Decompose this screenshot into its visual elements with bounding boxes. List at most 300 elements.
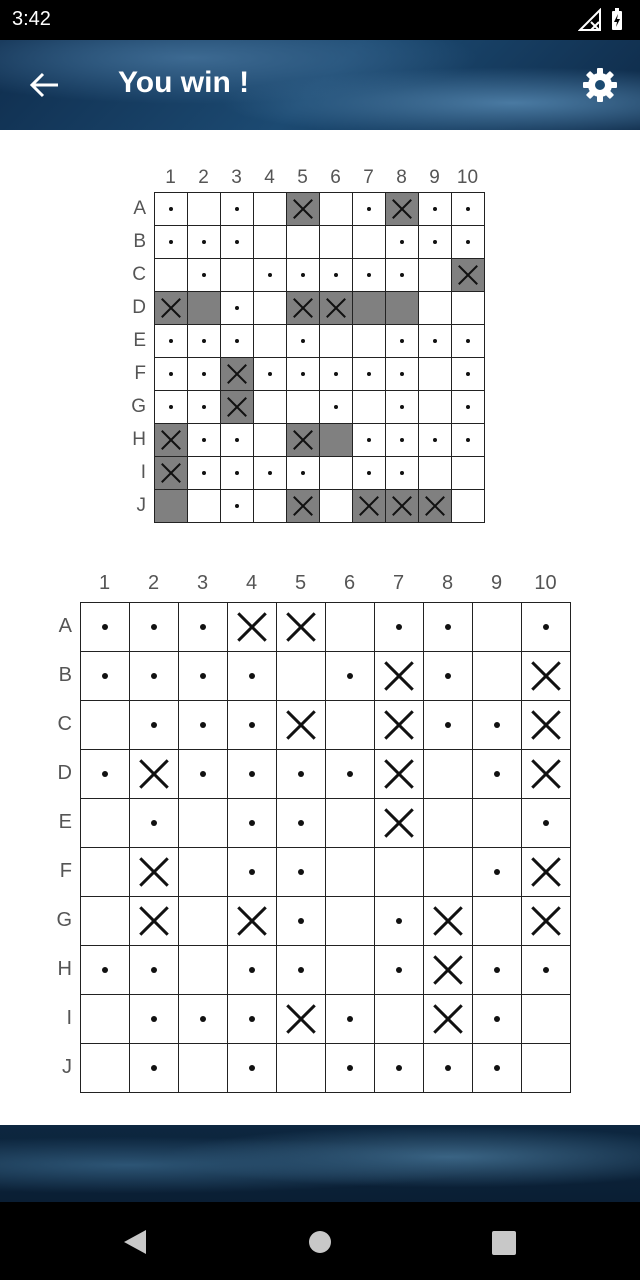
grid-cell[interactable] [319, 357, 353, 391]
grid-cell[interactable] [451, 258, 485, 292]
grid-cell[interactable] [129, 945, 179, 995]
grid-cell[interactable] [423, 798, 473, 848]
grid-cell[interactable] [286, 291, 320, 325]
grid-cell[interactable] [129, 847, 179, 897]
column-label: 5 [297, 167, 308, 188]
grid-cell[interactable] [451, 192, 485, 226]
miss-dot-icon [154, 192, 187, 225]
grid-cell[interactable] [352, 192, 386, 226]
grid-cell[interactable] [374, 749, 424, 799]
grid-cell[interactable] [253, 291, 287, 325]
grid-cell[interactable] [187, 456, 221, 490]
grid-cell[interactable] [154, 324, 188, 358]
miss-dot-icon [227, 651, 276, 700]
grid-cell[interactable] [325, 945, 375, 995]
grid-cell[interactable] [352, 489, 386, 523]
home-nav-icon[interactable] [308, 1230, 332, 1254]
grid-cell[interactable] [325, 749, 375, 799]
grid-cell[interactable] [451, 291, 485, 325]
grid-cell[interactable] [352, 324, 386, 358]
grid-cell[interactable] [521, 847, 571, 897]
bottom-background [0, 1125, 640, 1205]
grid-cell[interactable] [276, 847, 326, 897]
row-label: E [58, 811, 72, 833]
grid-cell[interactable] [253, 456, 287, 490]
hit-x-icon [423, 945, 472, 994]
grid-cell[interactable] [423, 847, 473, 897]
hit-x-icon [374, 651, 423, 700]
hit-x-icon [154, 456, 187, 489]
miss-dot-icon [286, 456, 319, 489]
grid-cell[interactable] [418, 390, 452, 424]
miss-dot-icon [129, 1043, 178, 1092]
grid-cell[interactable] [472, 945, 522, 995]
miss-dot-icon [220, 489, 253, 522]
grid-cell[interactable] [385, 357, 419, 391]
grid-cell[interactable] [178, 651, 228, 701]
miss-dot-icon [220, 456, 253, 489]
grid-cell[interactable] [374, 798, 424, 848]
grid-cell[interactable] [178, 749, 228, 799]
grid-cell[interactable] [325, 651, 375, 701]
grid-cell[interactable] [423, 896, 473, 946]
grid-cell[interactable] [220, 390, 254, 424]
miss-dot-icon [472, 994, 521, 1043]
miss-dot-icon [154, 324, 187, 357]
row-label: J [136, 495, 146, 516]
grid-cell[interactable] [227, 798, 277, 848]
grid-cell[interactable] [178, 896, 228, 946]
grid-cell[interactable] [253, 324, 287, 358]
miss-dot-icon [129, 651, 178, 700]
grid-cell[interactable] [80, 1043, 130, 1093]
hit-x-icon [227, 896, 276, 945]
miss-dot-icon [325, 651, 374, 700]
grid-cell[interactable] [472, 994, 522, 1044]
grid-cell[interactable] [385, 456, 419, 490]
grid-cell[interactable] [325, 1043, 375, 1093]
miss-dot-icon [253, 357, 286, 390]
hit-x-icon [129, 896, 178, 945]
grid-cell[interactable] [154, 357, 188, 391]
grid-cell[interactable] [154, 291, 188, 325]
miss-dot-icon [352, 192, 385, 225]
miss-dot-icon [423, 700, 472, 749]
grid-cell[interactable] [286, 258, 320, 292]
status-bar [0, 0, 640, 40]
grid-cell[interactable] [129, 896, 179, 946]
row-label: I [66, 1007, 72, 1029]
grid-cell[interactable] [451, 489, 485, 523]
grid-cell[interactable] [178, 1043, 228, 1093]
grid-cell[interactable] [472, 896, 522, 946]
miss-dot-icon [220, 324, 253, 357]
row-label: H [132, 429, 146, 450]
grid-cell[interactable] [325, 700, 375, 750]
grid-cell[interactable] [451, 423, 485, 457]
grid-cell[interactable] [352, 291, 386, 325]
miss-dot-icon [451, 225, 484, 258]
grid-cell[interactable] [178, 847, 228, 897]
grid-cell[interactable] [385, 489, 419, 523]
grid-cell[interactable] [385, 423, 419, 457]
grid-cell[interactable] [286, 225, 320, 259]
grid-cell[interactable] [418, 357, 452, 391]
grid-cell[interactable] [129, 994, 179, 1044]
grid-cell[interactable] [178, 700, 228, 750]
player-board [120, 164, 486, 524]
grid-cell[interactable] [154, 258, 188, 292]
miss-dot-icon [220, 225, 253, 258]
grid-cell[interactable] [521, 896, 571, 946]
miss-dot-icon [472, 847, 521, 896]
grid-cell[interactable] [319, 423, 353, 457]
hit-x-icon [129, 749, 178, 798]
grid-cell[interactable] [472, 847, 522, 897]
grid-cell[interactable] [227, 847, 277, 897]
miss-dot-icon [178, 700, 227, 749]
hit-x-icon [227, 602, 276, 651]
grid-cell[interactable] [472, 700, 522, 750]
grid-cell[interactable] [423, 749, 473, 799]
grid-cell[interactable] [385, 324, 419, 358]
grid-cell[interactable] [187, 258, 221, 292]
grid-cell[interactable] [220, 192, 254, 226]
row-label: F [59, 860, 72, 882]
grid-cell[interactable] [220, 423, 254, 457]
battery-icon [612, 8, 622, 30]
grid-cell[interactable] [129, 651, 179, 701]
grid-cell[interactable] [385, 258, 419, 292]
grid-cell[interactable] [286, 489, 320, 523]
hit-x-icon [423, 994, 472, 1043]
grid-cell[interactable] [187, 225, 221, 259]
grid-cell[interactable] [80, 994, 130, 1044]
miss-dot-icon [276, 798, 325, 847]
grid-cell[interactable] [521, 945, 571, 995]
column-label: 3 [196, 572, 209, 594]
grid-cell[interactable] [220, 489, 254, 523]
miss-dot-icon [276, 749, 325, 798]
grid-cell[interactable] [319, 489, 353, 523]
hit-x-icon [220, 357, 253, 390]
grid-cell[interactable] [154, 390, 188, 424]
miss-dot-icon [178, 602, 227, 651]
grid-cell[interactable] [178, 798, 228, 848]
miss-dot-icon [187, 423, 220, 456]
grid-cell[interactable] [276, 602, 326, 652]
grid-cell[interactable] [521, 994, 571, 1044]
grid-cell[interactable] [521, 798, 571, 848]
grid-cell[interactable] [374, 847, 424, 897]
grid-cell[interactable] [80, 896, 130, 946]
navigation-bar [0, 1202, 640, 1280]
miss-dot-icon [187, 456, 220, 489]
grid-cell[interactable] [276, 749, 326, 799]
row-label: B [58, 664, 72, 686]
grid-cell[interactable] [423, 700, 473, 750]
grid-cell[interactable] [187, 489, 221, 523]
grid-cell[interactable] [129, 602, 179, 652]
miss-dot-icon [187, 258, 220, 291]
grid-cell[interactable] [325, 602, 375, 652]
hit-x-icon [521, 651, 570, 700]
grid-cell[interactable] [423, 602, 473, 652]
back-nav-icon[interactable] [122, 1228, 148, 1256]
grid-cell[interactable] [178, 945, 228, 995]
grid-cell[interactable] [374, 896, 424, 946]
grid-cell[interactable] [227, 749, 277, 799]
grid-cell[interactable] [276, 700, 326, 750]
grid-cell[interactable] [220, 258, 254, 292]
grid-cell[interactable] [374, 945, 424, 995]
miss-dot-icon [253, 456, 286, 489]
miss-dot-icon [80, 945, 129, 994]
grid-cell[interactable] [276, 994, 326, 1044]
grid-cell[interactable] [325, 896, 375, 946]
grid-cell[interactable] [418, 324, 452, 358]
grid-cell[interactable] [521, 651, 571, 701]
grid-cell[interactable] [451, 357, 485, 391]
grid-cell[interactable] [187, 357, 221, 391]
grid-cell[interactable] [374, 700, 424, 750]
grid-cell[interactable] [187, 291, 221, 325]
grid-cell[interactable] [472, 602, 522, 652]
grid-cell[interactable] [374, 651, 424, 701]
hit-x-icon [521, 896, 570, 945]
grid-cell[interactable] [385, 225, 419, 259]
miss-dot-icon [472, 700, 521, 749]
grid-cell[interactable] [276, 798, 326, 848]
grid-cell[interactable] [451, 225, 485, 259]
grid-cell[interactable] [521, 1043, 571, 1093]
column-label: 8 [396, 167, 407, 188]
grid-cell[interactable] [319, 324, 353, 358]
hit-x-icon [276, 700, 325, 749]
grid-cell[interactable] [187, 390, 221, 424]
grid-cell[interactable] [220, 324, 254, 358]
column-label: 6 [343, 572, 356, 594]
grid-cell[interactable] [154, 489, 188, 523]
grid-cell[interactable] [472, 1043, 522, 1093]
grid-cell[interactable] [451, 324, 485, 358]
grid-cell[interactable] [418, 258, 452, 292]
grid-cell[interactable] [253, 258, 287, 292]
grid-cell[interactable] [319, 390, 353, 424]
column-label: 10 [534, 572, 557, 594]
miss-dot-icon [521, 798, 570, 847]
grid-cell[interactable] [80, 798, 130, 848]
recents-nav-icon[interactable] [492, 1231, 516, 1255]
miss-dot-icon [286, 258, 319, 291]
grid-cell[interactable] [253, 192, 287, 226]
grid-cell[interactable] [352, 423, 386, 457]
grid-cell[interactable] [319, 192, 353, 226]
grid-cell[interactable] [227, 1043, 277, 1093]
column-label: 9 [490, 572, 503, 594]
grid-cell[interactable] [286, 324, 320, 358]
grid-cell[interactable] [325, 847, 375, 897]
grid-cell[interactable] [154, 225, 188, 259]
grid-cell[interactable] [227, 602, 277, 652]
grid-cell[interactable] [178, 994, 228, 1044]
grid-cell[interactable] [276, 945, 326, 995]
grid-cell[interactable] [227, 945, 277, 995]
miss-dot-icon [352, 456, 385, 489]
grid-cell[interactable] [352, 390, 386, 424]
grid-cell[interactable] [418, 291, 452, 325]
grid-cell[interactable] [253, 390, 287, 424]
signal-icon [580, 10, 600, 30]
miss-dot-icon [154, 357, 187, 390]
grid-cell[interactable] [472, 651, 522, 701]
grid-cell[interactable] [286, 357, 320, 391]
miss-dot-icon [319, 357, 352, 390]
grid-cell[interactable] [374, 1043, 424, 1093]
miss-dot-icon [80, 602, 129, 651]
grid-cell[interactable] [423, 945, 473, 995]
row-label: C [132, 264, 146, 285]
grid-cell[interactable] [374, 602, 424, 652]
miss-dot-icon [129, 994, 178, 1043]
grid-cell[interactable] [129, 749, 179, 799]
miss-dot-icon [187, 225, 220, 258]
grid-cell[interactable] [154, 423, 188, 457]
grid-cell[interactable] [253, 423, 287, 457]
grid-cell[interactable] [276, 651, 326, 701]
miss-dot-icon [286, 324, 319, 357]
column-label: 4 [264, 167, 275, 188]
grid-cell[interactable] [286, 456, 320, 490]
grid-cell[interactable] [374, 994, 424, 1044]
grid-cell[interactable] [253, 489, 287, 523]
grid-cell[interactable] [187, 192, 221, 226]
grid-cell[interactable] [423, 994, 473, 1044]
grid-cell[interactable] [227, 896, 277, 946]
hit-x-icon [385, 489, 418, 522]
miss-dot-icon [286, 357, 319, 390]
grid-cell[interactable] [187, 423, 221, 457]
grid-cell[interactable] [385, 291, 419, 325]
grid-cell[interactable] [352, 456, 386, 490]
miss-dot-icon [385, 456, 418, 489]
grid-cell[interactable] [451, 390, 485, 424]
grid-cell[interactable] [423, 1043, 473, 1093]
grid-cell[interactable] [129, 798, 179, 848]
grid-cell[interactable] [352, 357, 386, 391]
miss-dot-icon [352, 357, 385, 390]
grid-cell[interactable] [472, 749, 522, 799]
grid-cell[interactable] [418, 225, 452, 259]
hit-x-icon [286, 291, 319, 324]
miss-dot-icon [374, 945, 423, 994]
hit-x-icon [286, 423, 319, 456]
grid-cell[interactable] [227, 994, 277, 1044]
grid-cell[interactable] [253, 357, 287, 391]
miss-dot-icon [451, 192, 484, 225]
grid-cell[interactable] [352, 258, 386, 292]
grid-cell[interactable] [521, 749, 571, 799]
grid-cell[interactable] [286, 390, 320, 424]
grid-cell[interactable] [385, 390, 419, 424]
grid-cell[interactable] [227, 651, 277, 701]
hit-x-icon [154, 291, 187, 324]
miss-dot-icon [187, 324, 220, 357]
grid-cell[interactable] [319, 225, 353, 259]
miss-dot-icon [220, 423, 253, 456]
miss-dot-icon [472, 945, 521, 994]
row-label: J [62, 1056, 72, 1078]
grid-cell[interactable] [80, 749, 130, 799]
grid-cell[interactable] [423, 651, 473, 701]
grid-cell[interactable] [227, 700, 277, 750]
grid-cell[interactable] [418, 192, 452, 226]
grid-cell[interactable] [187, 324, 221, 358]
row-label: G [131, 396, 146, 417]
grid-cell[interactable] [154, 456, 188, 490]
grid-cell[interactable] [80, 602, 130, 652]
column-label: 4 [245, 572, 258, 594]
grid-cell[interactable] [220, 291, 254, 325]
grid-cell[interactable] [325, 798, 375, 848]
miss-dot-icon [227, 749, 276, 798]
grid-cell[interactable] [319, 456, 353, 490]
grid-cell[interactable] [80, 700, 130, 750]
miss-dot-icon [80, 651, 129, 700]
grid-cell[interactable] [451, 456, 485, 490]
grid-cell[interactable] [129, 1043, 179, 1093]
grid-cell[interactable] [521, 602, 571, 652]
grid-cell[interactable] [253, 225, 287, 259]
grid-cell[interactable] [276, 896, 326, 946]
miss-dot-icon [187, 357, 220, 390]
miss-dot-icon [227, 847, 276, 896]
grid-cell[interactable] [80, 651, 130, 701]
grid-cell[interactable] [276, 1043, 326, 1093]
grid-cell[interactable] [319, 291, 353, 325]
gear-icon[interactable] [582, 67, 618, 103]
grid-cell[interactable] [220, 456, 254, 490]
grid-cell[interactable] [472, 798, 522, 848]
miss-dot-icon [227, 1043, 276, 1092]
miss-dot-icon [129, 602, 178, 651]
grid-cell[interactable] [325, 994, 375, 1044]
grid-cell[interactable] [178, 602, 228, 652]
grid-cell[interactable] [80, 847, 130, 897]
column-label: 2 [147, 572, 160, 594]
grid-cell[interactable] [129, 700, 179, 750]
miss-dot-icon [80, 749, 129, 798]
grid-cell[interactable] [80, 945, 130, 995]
grid-cell[interactable] [385, 192, 419, 226]
grid-cell[interactable] [352, 225, 386, 259]
grid-cell[interactable] [286, 192, 320, 226]
grid-cell[interactable] [154, 192, 188, 226]
grid-cell[interactable] [418, 489, 452, 523]
hit-x-icon [286, 489, 319, 522]
hit-x-icon [286, 192, 319, 225]
grid-cell[interactable] [286, 423, 320, 457]
grid-cell[interactable] [418, 456, 452, 490]
row-label: F [134, 363, 146, 384]
arrow-left-icon[interactable] [28, 70, 62, 100]
grid-cell[interactable] [220, 357, 254, 391]
row-label: C [57, 713, 72, 735]
grid-cell[interactable] [418, 423, 452, 457]
grid-cell[interactable] [319, 258, 353, 292]
grid-cell[interactable] [220, 225, 254, 259]
grid-cell[interactable] [521, 700, 571, 750]
